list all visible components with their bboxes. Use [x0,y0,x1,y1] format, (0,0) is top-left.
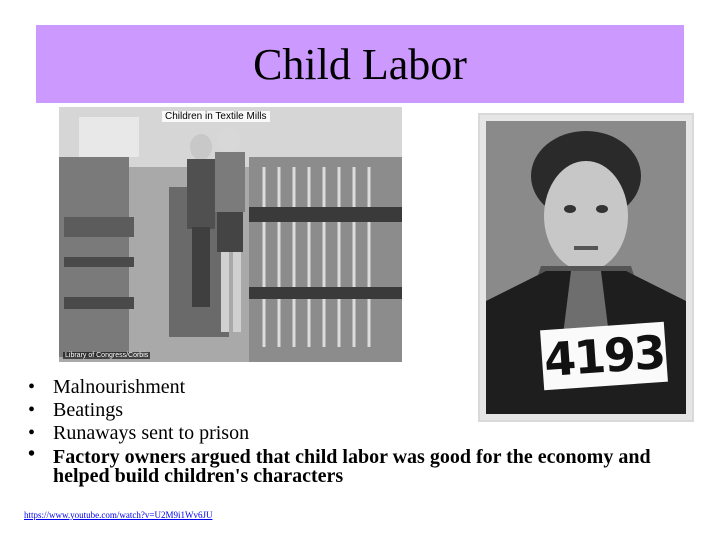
bullet-item [24,445,664,486]
bullet-text: Malnourishment [53,376,186,398]
bullet-text: Runaways sent to prison [53,422,250,444]
bullet-text: Beatings [53,399,123,421]
bullet-marker: • [28,443,36,465]
bullet-marker: • [28,399,36,421]
portrait-image [486,121,686,414]
youtube-link[interactable]: https://www.youtube.com/watch?v=U2M9i1Wv6JU [24,510,213,520]
photo-credit: Library of Congress/Corbis [65,352,149,359]
slide-title: Child Labor [253,39,467,89]
textile-mill-illustration [59,107,402,362]
title-banner [36,25,684,103]
boy-portrait-photo [480,115,692,420]
textile-mill-photo [59,107,402,362]
bullet-item [24,399,664,422]
bullet-list [24,376,664,486]
photo-caption: Children in Textile Mills [162,111,270,122]
bullet-text: Factory owners argued that child labor was good for the economy and helped build children's characters [53,446,651,487]
prisoner-number-badge: 4193 [540,322,668,391]
bullet-item [24,376,664,399]
bullet-marker: • [28,376,36,398]
bullet-item [24,422,664,445]
bullet-marker: • [28,422,36,444]
